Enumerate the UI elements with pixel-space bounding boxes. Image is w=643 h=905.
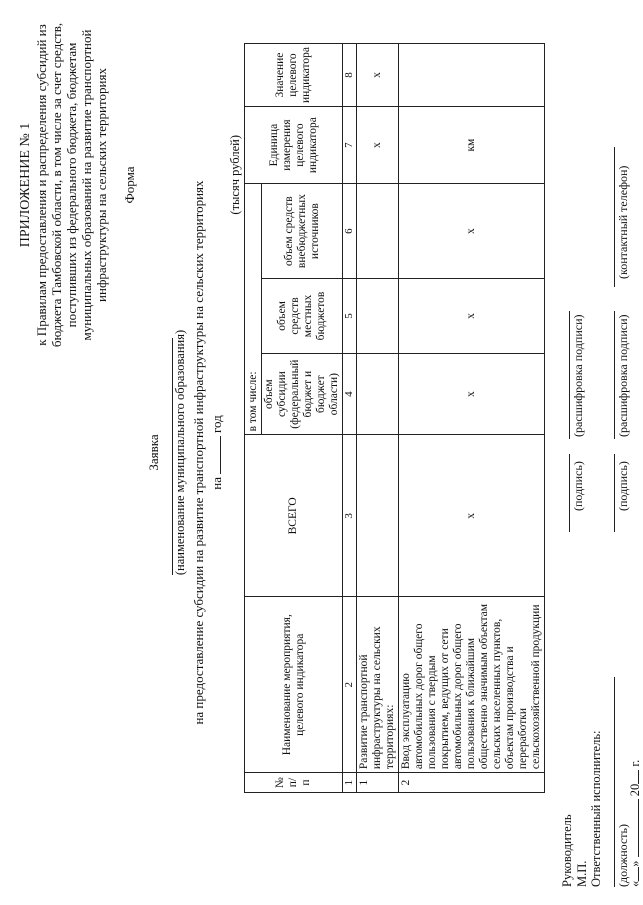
col-number: 4	[343, 353, 357, 435]
phone-caption: (контактный телефон)	[616, 165, 630, 279]
header-group: в том числе:	[245, 184, 262, 435]
table-row	[399, 44, 545, 793]
position-line	[614, 677, 615, 887]
municipality-caption: (наименование муниципального образования)	[173, 329, 187, 576]
document-title: Заявка	[146, 434, 161, 471]
position-caption: (должность)	[616, 824, 630, 887]
col-number: 1	[343, 773, 357, 793]
year-suffix: год	[209, 415, 224, 434]
date-line	[628, 760, 643, 887]
row-extra: х	[399, 184, 545, 279]
date-open-quote: «	[628, 880, 642, 887]
row-name: Ввод эксплуатацию автомобильных дорог общего пользования с твердым покрытием, ведущих от сети автомобильных дорог общего пользования к ближайшим общественно значимым объектам сельских населенных пунктов, объектам производства и переработки сельскохозяйственной продукции	[399, 597, 545, 773]
appendix-line: муниципальных образований на развитие транспортной	[79, 29, 94, 341]
executor-decoding-caption: (расшифровка подписи)	[616, 314, 630, 437]
head-signature-line	[569, 454, 570, 532]
date-close-quote: »	[628, 860, 642, 867]
row-value	[399, 44, 545, 107]
head-decoding-line	[569, 311, 570, 439]
phone-line	[614, 147, 615, 287]
application-table	[244, 43, 545, 793]
row-name: Развитие транспортной инфраструктуры на сельских территориях:	[357, 597, 399, 773]
col-number: 3	[343, 435, 357, 597]
form-label: Форма	[122, 166, 137, 204]
appendix-line: бюджета Тамбовской области, в том числе за счет средств,	[49, 22, 64, 348]
header-name: Наименование мероприятия, целевого индикатора	[245, 597, 343, 773]
row-num: 1	[357, 773, 399, 793]
col-number: 8	[343, 44, 357, 107]
header-num: № п/п	[245, 773, 343, 793]
header-local: объем средств местных бюджетов	[262, 279, 343, 354]
year-blank	[210, 436, 221, 474]
year-prefix: на	[209, 477, 224, 490]
stamp-label: М.П.	[575, 860, 589, 887]
executor-decoding-line	[614, 311, 615, 439]
header-extra: объем средств внебюджетных источников	[262, 184, 343, 279]
appendix-header	[18, 20, 109, 350]
row-total	[357, 435, 399, 597]
purpose-text: на предоставление субсидии на развитие транспортной инфраструктуры на сельских территориях	[191, 180, 206, 725]
appendix-line: инфраструктуры на сельских территориях	[94, 68, 109, 302]
col-number: 5	[343, 279, 357, 354]
column-number-row	[343, 44, 357, 793]
date-year-prefix: 20	[628, 783, 642, 797]
col-number: 2	[343, 597, 357, 773]
head-signature-caption: (подпись)	[571, 461, 585, 511]
date-year-suffix: г.	[628, 759, 642, 767]
executor-signature-line	[614, 454, 615, 532]
appendix-heading: ПРИЛОЖЕНИЕ № 1	[18, 122, 33, 248]
year-line	[209, 0, 225, 905]
row-unit: км	[399, 107, 545, 184]
row-num: 2	[399, 773, 545, 793]
table-header-row	[245, 44, 262, 793]
row-value: х	[357, 44, 399, 107]
row-subsidy	[357, 353, 399, 435]
row-unit: х	[357, 107, 399, 184]
executor-signature-caption: (подпись)	[616, 461, 630, 511]
appendix-line: поступивших из федерального бюджета, бюджетам	[64, 42, 79, 328]
row-extra	[357, 184, 399, 279]
appendix-line: к Правилам предоставления и распределения субсидий из	[34, 24, 49, 346]
units-label: (тысяч рублей)	[228, 135, 242, 215]
row-total: х	[399, 435, 545, 597]
header-total: ВСЕГО	[245, 435, 343, 597]
header-unit: Единица измерения целевого индикатора	[245, 107, 343, 184]
day-blank	[628, 867, 639, 881]
head-decoding-caption: (расшифровка подписи)	[571, 314, 585, 437]
row-subsidy: х	[399, 353, 545, 435]
col-number: 6	[343, 184, 357, 279]
table-row	[357, 44, 399, 793]
executor-label: Ответственный исполнитель:	[589, 730, 603, 887]
year-digits-blank	[628, 770, 639, 784]
signature-block	[558, 7, 642, 887]
col-number: 7	[343, 107, 357, 184]
row-local: х	[399, 279, 545, 354]
head-label: Руководитель	[560, 814, 574, 887]
header-subsidy: объем субсидии (федеральный бюджет и бюджет области)	[262, 353, 343, 435]
row-local	[357, 279, 399, 354]
header-value: Значение целевого индикатора	[245, 44, 343, 107]
month-blank	[628, 799, 639, 857]
